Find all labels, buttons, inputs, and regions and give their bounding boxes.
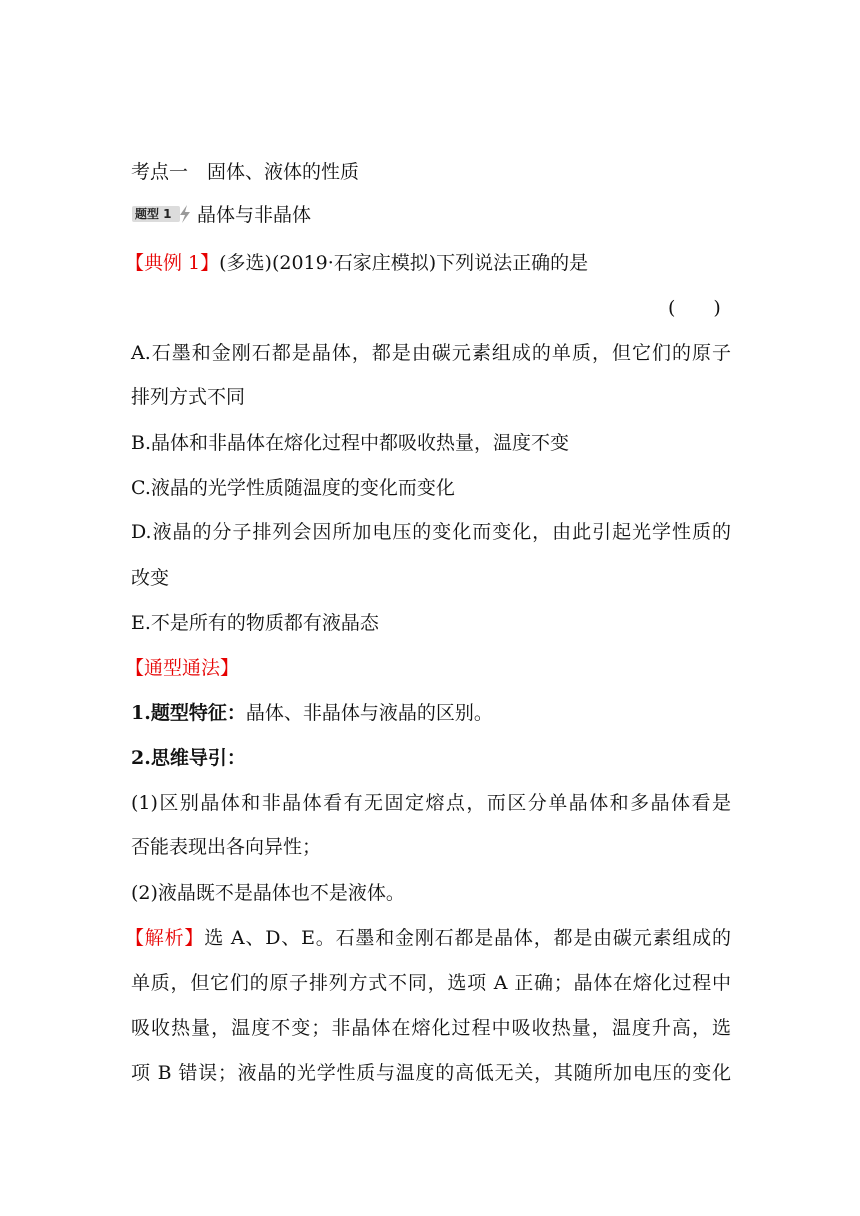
analysis-line2: 单质，但它们的原子排列方式不同，选项 A 正确；晶体在熔化过程中 [131,972,731,994]
analysis-line3: 吸收热量，温度不变；非晶体在熔化过程中吸收热量，温度升高，选 [131,1017,731,1039]
type-title: 晶体与非晶体 [197,204,312,226]
option-e: E.不是所有的物质都有液晶态 [131,612,379,634]
analysis-tag: 【解析】 [125,927,205,949]
option-d-line1: D.液晶的分子排列会因所加电压的变化而变化，由此引起光学性质的 [131,521,731,543]
tag-label: 题型 1 [135,207,172,221]
option-b: B.晶体和非晶体在熔化过程中都吸收热量，温度不变 [131,432,570,454]
example-tag: 【典例 1】 [125,252,220,274]
guide1-line1: (1)区别晶体和非晶体看有无固定熔点，而区分单晶体和多晶体看是 [131,792,731,814]
analysis-line4: 项 B 错误；液晶的光学性质与温度的高低无关，其随所加电压的变化 [131,1062,731,1084]
lightning-bolt-icon [178,205,192,223]
option-c: C.液晶的光学性质随温度的变化而变化 [131,477,455,499]
guide2: (2)液晶既不是晶体也不是液体。 [131,882,405,904]
option-d-line2: 改变 [131,567,170,589]
example-line [125,251,725,275]
guide1-line2: 否能表现出各向异性； [131,836,322,858]
question-type-tag [132,205,196,223]
option-a-line1: A.石墨和金刚石都是晶体，都是由碳元素组成的单质，但它们的原子 [131,342,731,364]
example-prompt: (多选)(2019·石家庄模拟)下列说法正确的是 [219,252,589,274]
method-tag: 【通型通法】 [125,657,240,679]
answer-blank: ( ) [668,297,721,319]
option-a-line2: 排列方式不同 [131,386,246,408]
guide-label: 2.思维导引： [131,747,246,769]
feature-text: 晶体、非晶体与液晶的区别。 [245,702,493,724]
feature-line [131,701,731,725]
analysis-line1 [125,926,731,950]
section-heading: 考点一 固体、液体的性质 [131,161,360,183]
analysis-text-1: 选 A、D、E。石墨和金刚石都是晶体，都是由碳元素组成的 [204,927,731,949]
feature-label: 1.题型特征： [131,702,246,724]
